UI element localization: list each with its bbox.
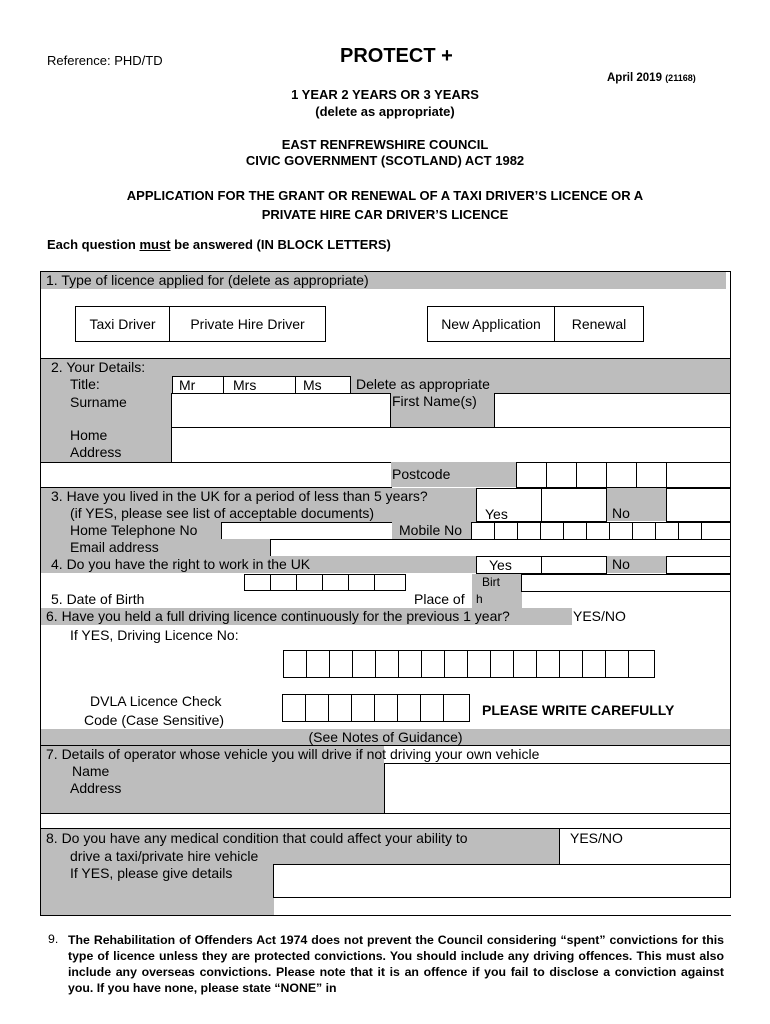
mobile-box[interactable] bbox=[678, 522, 702, 540]
operator-name-label: Name bbox=[72, 763, 110, 779]
q6-yesno[interactable]: YES/NO bbox=[573, 608, 626, 624]
form-bottom-border bbox=[40, 915, 731, 916]
operator-address-label: Address bbox=[70, 780, 122, 796]
surname-label: Surname bbox=[70, 394, 127, 410]
title-mrs: Mrs bbox=[233, 377, 257, 393]
form-code: (21168) bbox=[665, 73, 696, 83]
dvla-code-box[interactable] bbox=[397, 694, 421, 722]
private-hire-driver-option[interactable]: Private Hire Driver bbox=[169, 306, 326, 342]
email-field[interactable] bbox=[270, 539, 731, 557]
q8-label-2: drive a taxi/private hire vehicle bbox=[70, 848, 259, 864]
licence-no-box[interactable] bbox=[628, 650, 655, 678]
mobile-box[interactable] bbox=[655, 522, 679, 540]
postcode-box[interactable] bbox=[546, 462, 577, 488]
instruction-text bbox=[47, 237, 391, 252]
title-delete-note: Delete as appropriate bbox=[356, 376, 490, 392]
q3-no: No bbox=[612, 505, 630, 521]
mobile-box[interactable] bbox=[540, 522, 564, 540]
q4-yes-box[interactable] bbox=[541, 556, 607, 574]
email-label: Email address bbox=[70, 539, 159, 555]
home-tel-label: Home Telephone No bbox=[70, 522, 198, 538]
dob-box[interactable] bbox=[374, 574, 406, 591]
licence-no-box[interactable] bbox=[421, 650, 445, 678]
q3-yes: Yes bbox=[485, 506, 508, 522]
instruction-pre: Each question bbox=[47, 237, 140, 252]
postcode-box[interactable] bbox=[606, 462, 637, 488]
q3-note: (if YES, please see list of acceptable documents) bbox=[70, 505, 375, 521]
dvla-code-box[interactable] bbox=[374, 694, 398, 722]
q8-label-1: 8. Do you have any medical condition that could affect your ability to bbox=[46, 830, 468, 846]
q3-yes-box[interactable] bbox=[541, 488, 607, 522]
application-title-line1: APPLICATION FOR THE GRANT OR RENEWAL OF A TAXI DRIVER’S LICENCE OR A bbox=[126, 188, 644, 203]
licence-no-box[interactable] bbox=[352, 650, 376, 678]
q4-no-box[interactable] bbox=[666, 556, 731, 574]
postcode-box[interactable] bbox=[666, 462, 731, 488]
address-label: Address bbox=[70, 444, 122, 460]
act-name: CIVIC GOVERNMENT (SCOTLAND) ACT 1982 bbox=[245, 153, 525, 168]
q9-text: The Rehabilitation of Offenders Act 1974 does not prevent the Council considering “spent” convictions for this type of licence unless they are protected convictions. You should include any driving offences. This must also include any overseas convictions. Please note that it is an offence if you fail to disclose a conviction against you. If you have none, please state “NONE” in bbox=[68, 933, 724, 995]
licence-no-box[interactable] bbox=[536, 650, 560, 678]
guidance-note: (See Notes of Guidance) bbox=[308, 729, 463, 745]
mobile-box[interactable] bbox=[701, 522, 731, 540]
mobile-box[interactable] bbox=[586, 522, 610, 540]
firstname-field[interactable] bbox=[494, 393, 731, 428]
licence-duration: 1 YEAR 2 YEARS OR 3 YEARS bbox=[291, 87, 479, 102]
operator-details-field[interactable] bbox=[384, 763, 731, 814]
application-title-line2: PRIVATE HIRE CAR DRIVER’S LICENCE bbox=[261, 207, 509, 222]
form-date bbox=[607, 72, 696, 84]
title-ms: Ms bbox=[303, 377, 322, 393]
title-label: Title: bbox=[70, 376, 100, 392]
licence-no-box[interactable] bbox=[283, 650, 307, 678]
mobile-box[interactable] bbox=[494, 522, 518, 540]
home-tel-field[interactable] bbox=[221, 522, 393, 540]
dvla-code-box[interactable] bbox=[420, 694, 444, 722]
q3-no-box[interactable] bbox=[666, 488, 731, 522]
mobile-box[interactable] bbox=[517, 522, 541, 540]
surname-field[interactable] bbox=[171, 393, 391, 428]
licence-no-box[interactable] bbox=[467, 650, 491, 678]
dvla-code-box[interactable] bbox=[351, 694, 375, 722]
licence-no-box[interactable] bbox=[582, 650, 606, 678]
home-address-field[interactable] bbox=[171, 427, 731, 463]
postcode-box[interactable] bbox=[576, 462, 607, 488]
dob-box[interactable] bbox=[270, 574, 297, 591]
place-of-birth-label: Place of bbox=[414, 591, 465, 607]
birth-label-1: Birt bbox=[482, 575, 500, 589]
dvla-code-box[interactable] bbox=[305, 694, 329, 722]
title-mrs-cell[interactable] bbox=[223, 376, 296, 394]
dob-box[interactable] bbox=[244, 574, 271, 591]
place-of-birth-field[interactable] bbox=[521, 574, 731, 592]
write-carefully-note: PLEASE WRITE CAREFULLY bbox=[482, 702, 675, 718]
q8-separator bbox=[559, 828, 560, 865]
q1-label: 1. Type of licence applied for (delete as appropriate) bbox=[46, 272, 369, 288]
q8-details-field[interactable] bbox=[273, 864, 731, 898]
council-name: EAST RENFREWSHIRE COUNCIL bbox=[281, 137, 489, 152]
dvla-code-box[interactable] bbox=[328, 694, 352, 722]
postcode-box[interactable] bbox=[636, 462, 667, 488]
q8-details-label: If YES, please give details bbox=[70, 865, 233, 881]
licence-no-box[interactable] bbox=[444, 650, 468, 678]
dob-box[interactable] bbox=[348, 574, 375, 591]
q7-bottom bbox=[40, 813, 731, 814]
licence-no-box[interactable] bbox=[605, 650, 629, 678]
licence-no-box[interactable] bbox=[306, 650, 330, 678]
mobile-box[interactable] bbox=[471, 522, 495, 540]
home-label: Home bbox=[70, 427, 108, 443]
instruction-must: must bbox=[139, 237, 171, 252]
licence-no-box[interactable] bbox=[513, 650, 537, 678]
birth-label-2: h bbox=[476, 592, 483, 606]
q2-label: 2. Your Details: bbox=[51, 359, 146, 375]
licence-no-box[interactable] bbox=[398, 650, 422, 678]
taxi-driver-option[interactable]: Taxi Driver bbox=[75, 306, 170, 342]
licence-no-box[interactable] bbox=[375, 650, 399, 678]
licence-no-box[interactable] bbox=[490, 650, 514, 678]
q3-yes-cell[interactable] bbox=[476, 488, 542, 522]
q8-yesno[interactable]: YES/NO bbox=[570, 830, 623, 846]
mobile-box[interactable] bbox=[563, 522, 587, 540]
dvla-label-2: Code (Case Sensitive) bbox=[84, 712, 225, 728]
dob-box[interactable] bbox=[322, 574, 349, 591]
mobile-label: Mobile No bbox=[399, 522, 463, 538]
q4-yes-cell[interactable] bbox=[476, 556, 542, 574]
q4-no: No bbox=[612, 556, 630, 572]
reference-text: Reference: PHD/TD bbox=[47, 53, 163, 68]
dvla-code-box[interactable] bbox=[443, 694, 470, 722]
instruction-post: be answered (IN BLOCK LETTERS) bbox=[170, 237, 391, 252]
form-date-text: April 2019 bbox=[607, 72, 662, 84]
address-line-field[interactable] bbox=[40, 462, 392, 488]
dvla-code-box[interactable] bbox=[282, 694, 306, 722]
title-ms-cell[interactable] bbox=[295, 376, 351, 394]
licence-no-label: If YES, Driving Licence No: bbox=[70, 627, 239, 643]
q9-number: 9. bbox=[48, 932, 59, 946]
dvla-label-1: DVLA Licence Check bbox=[90, 693, 222, 709]
q3-label: 3. Have you lived in the UK for a period of less than 5 years? bbox=[51, 488, 428, 504]
renewal-option[interactable]: Renewal bbox=[554, 306, 644, 342]
dob-label: 5. Date of Birth bbox=[51, 591, 145, 607]
licence-no-box[interactable] bbox=[559, 650, 583, 678]
licence-no-box[interactable] bbox=[329, 650, 353, 678]
q4-label: 4. Do you have the right to work in the UK bbox=[51, 556, 311, 572]
q6-label: 6. Have you held a full driving licence continuously for the previous 1 year? bbox=[46, 608, 510, 624]
title-mr-cell[interactable] bbox=[172, 376, 224, 394]
protect-marking: PROTECT + bbox=[340, 45, 453, 67]
mobile-box[interactable] bbox=[632, 522, 656, 540]
q4-yes: Yes bbox=[489, 557, 512, 573]
delete-note: (delete as appropriate) bbox=[315, 104, 455, 119]
postcode-box[interactable] bbox=[516, 462, 547, 488]
postcode-label: Postcode bbox=[392, 466, 451, 482]
new-application-option[interactable]: New Application bbox=[427, 306, 555, 342]
title-mr: Mr bbox=[179, 377, 196, 393]
firstname-label: First Name(s) bbox=[392, 393, 477, 409]
dob-box[interactable] bbox=[296, 574, 323, 591]
q7-label: 7. Details of operator whose vehicle you will drive if not driving your own vehicle bbox=[46, 746, 540, 762]
mobile-box[interactable] bbox=[609, 522, 633, 540]
